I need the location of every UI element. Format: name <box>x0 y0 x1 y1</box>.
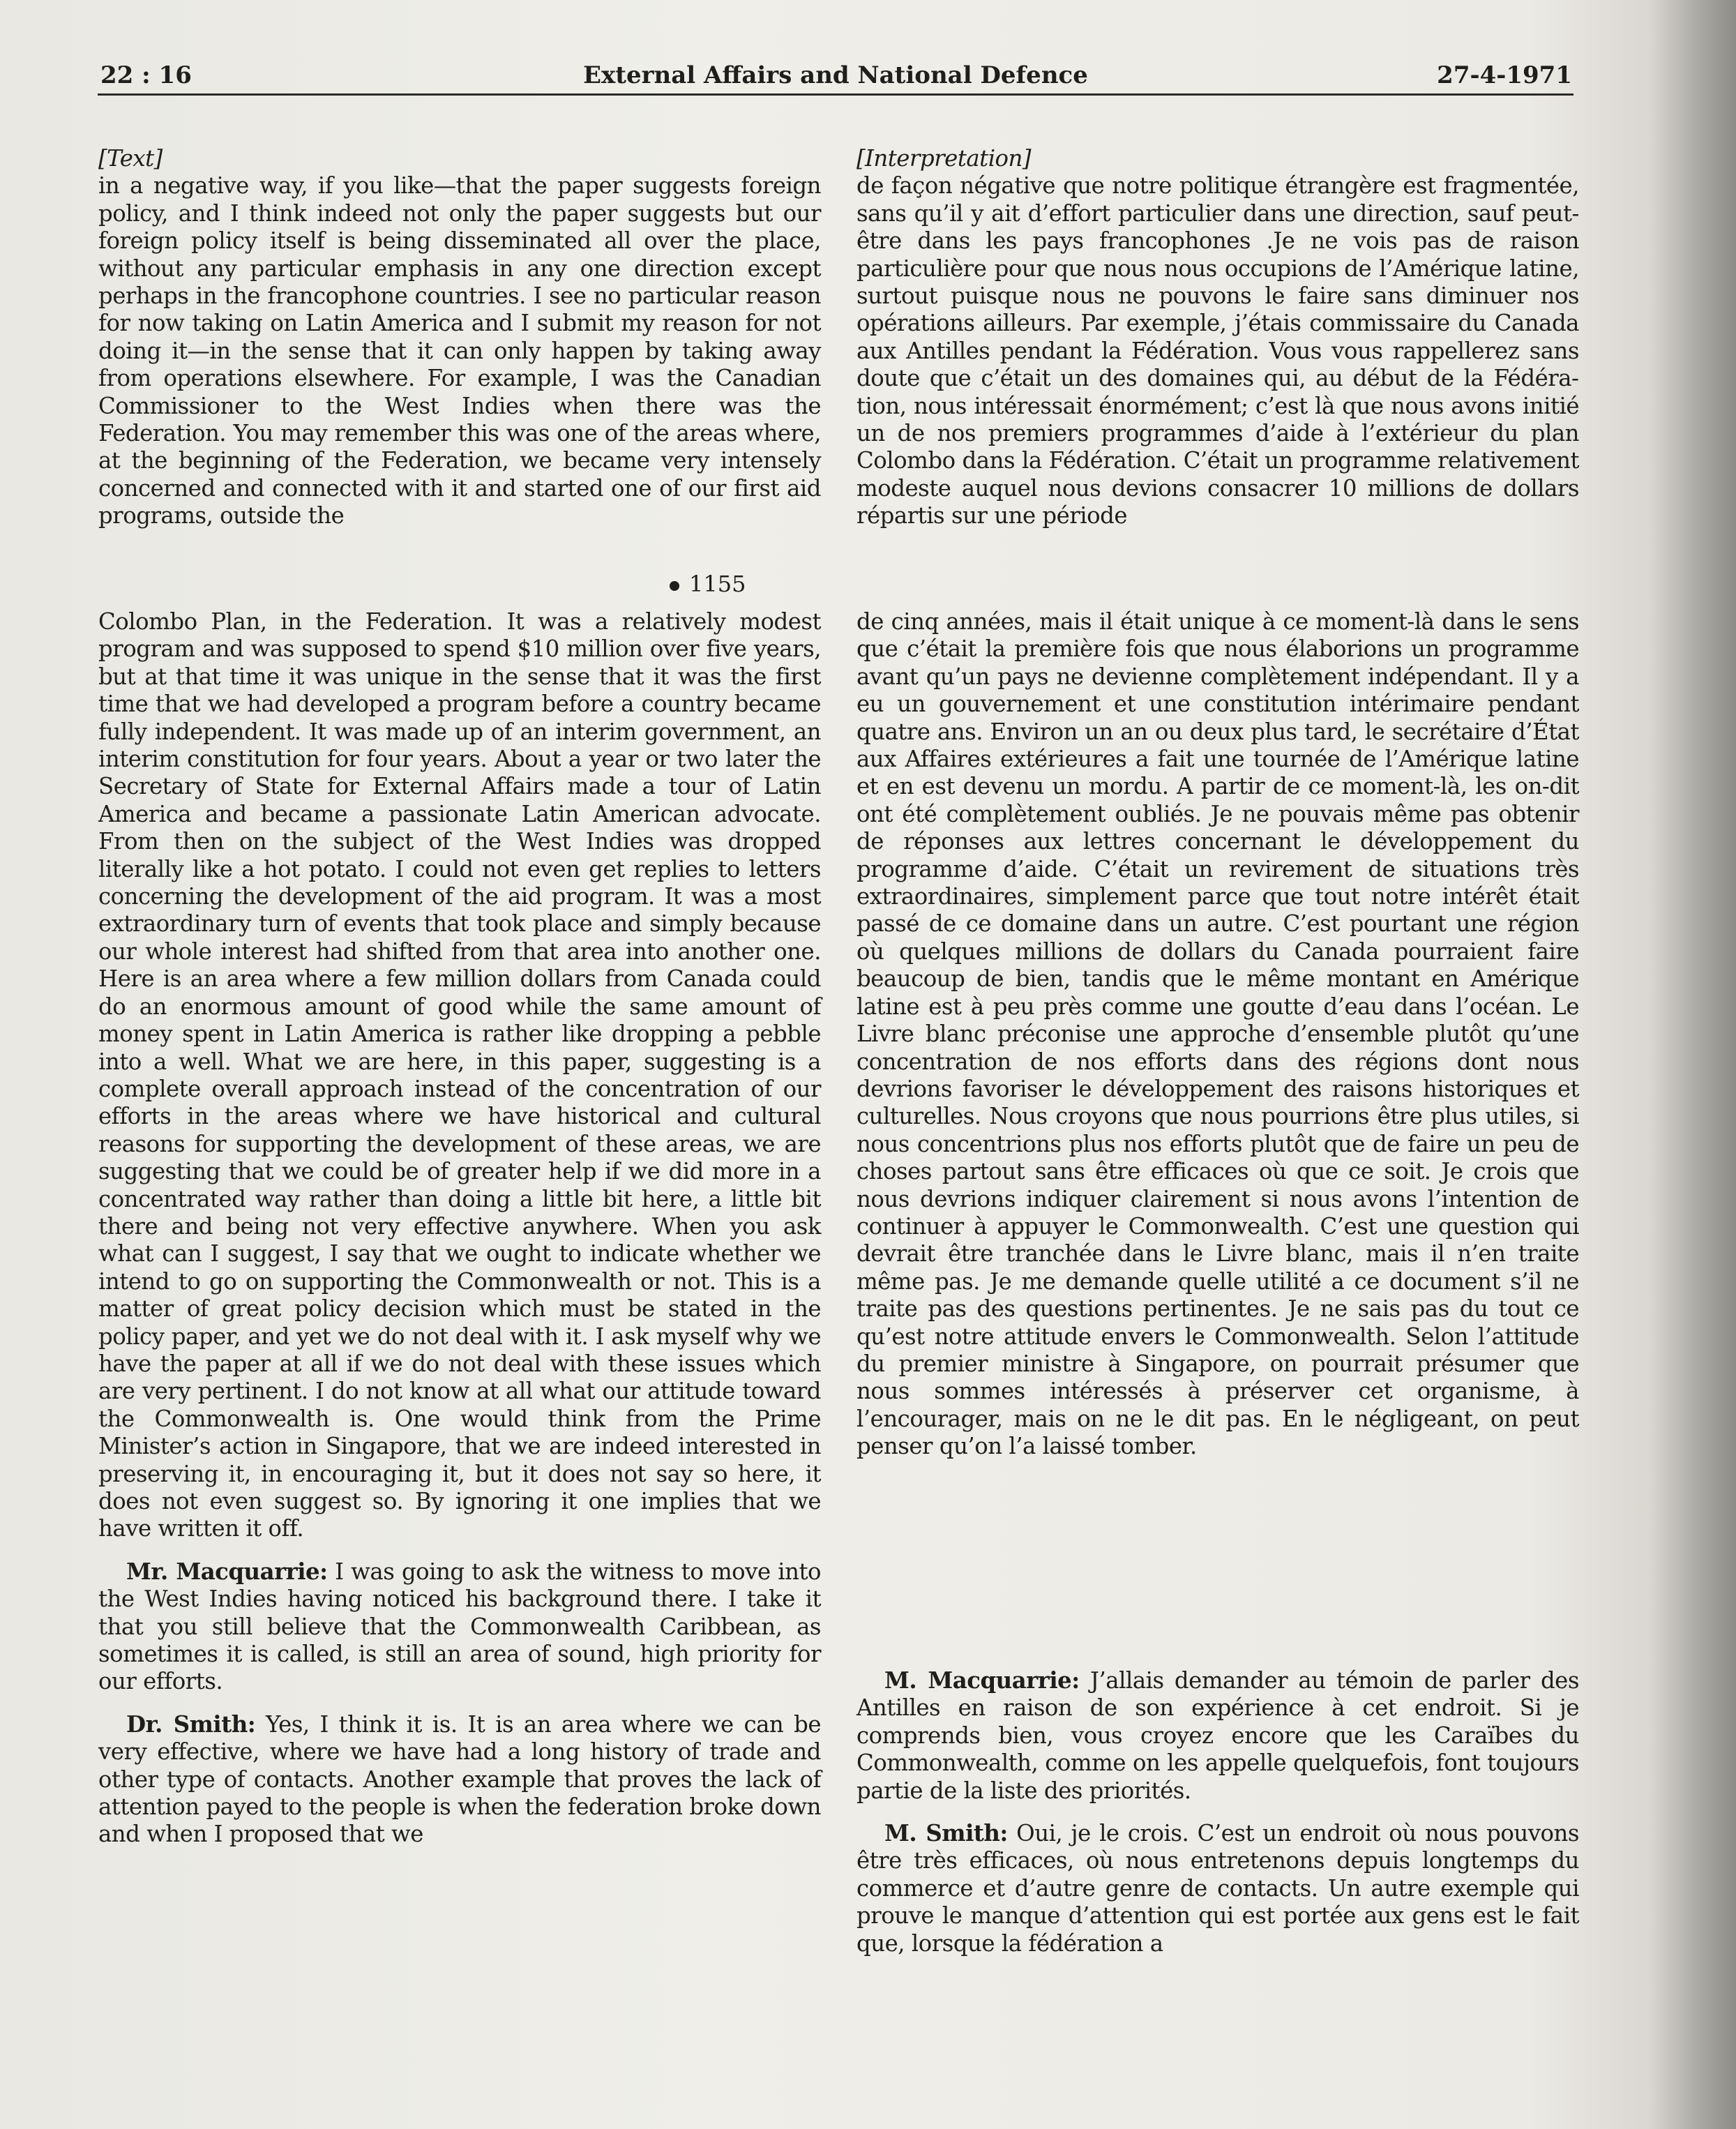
bullet-icon <box>670 581 679 591</box>
header-date: 27-4-1971 <box>1437 61 1572 89</box>
left-column-bottom <box>98 608 821 1849</box>
section-label-text: [Text] <box>98 145 163 172</box>
section-label-interpretation: [Interpretation] <box>856 145 1032 172</box>
speaker-name: M. Smith: <box>884 1820 1008 1847</box>
left-paragraph-2: Colombo Plan, in the Federation. It was a relatively modest program and was supposed to spend $10 million over five years, but at that time it was unique in the sense that it was the first time that we had developed a program before a country became fully independent. It was made up of an interim government, an interim constitution for four years. About a year or two later the Secretary of State for External Affairs made a tour of Latin America and became a passionate Latin American advocate. From then on the subject of the West Indies was dropped literally like a hot potato. I could not even get replies to letters concerning the development of the aid program. It was a most extraordinary turn of events that took place and simply because our whole interest had shifted from that area into another one. Here is an area where a few million dollars from Canada could do an enormous amount of good while the same amount of money spent in Latin America is rather like dropping a pebble into a well. What we are here, in this paper, suggesting is a complete overall approach instead of the concentration of our efforts in the areas where we have historical and cultural reasons for supporting the development of these areas, we are suggesting that we could be of greater help if we did more in a concentrated way rather than doing a little bit here, a little bit there and being not very effective anywhere. When you ask what can I suggest, I say that we ought to indicate whether we intend to go on supporting the Commonwealth or not. This is a matter of great policy decision which must be stated in the policy paper, and yet we do not deal with it. I ask myself why we have the paper at all if we do not deal with these issues which are very pertinent. I do not know at all what our attitude toward the Commonwealth is. One would think from the Prime Minister’s action in Singapore, that we are indeed interested in preserving it, in encouraging it, but it does not say so here, it does not even suggest so. By ignoring it one implies that we have written it off. <box>98 608 821 1542</box>
right-column-top <box>856 145 1579 530</box>
time-marker-value: 1155 <box>689 571 746 597</box>
page-header <box>98 59 1573 96</box>
time-marker <box>670 571 746 597</box>
spacer <box>98 1543 821 1558</box>
left-paragraph-3 <box>98 1558 821 1696</box>
left-paragraph-1: in a negative way, if you like—that the paper suggests foreign policy, and I think indeed not only the paper suggests but our foreign policy itself is being disseminated all over the place, without any particular emphasis in any one direction except perhaps in the francophone countries. I see no particular reason for now taking on Latin America and I submit my reason for not doing it—in the sense that it can only happen by taking away from operations elsewhere. For example, I was the Canadian Commissioner to the West Indies when there was the Federation. You may remember this was one of the areas where, at the beginning of the Federation, we became very intensely concerned and connected with it and started one of our first aid programs, outside the <box>98 172 821 529</box>
page-number: 22 : 16 <box>100 61 192 89</box>
right-paragraph-1: de façon négative que notre politique étrangère est fragmentée, sans qu’il y ait d’effort particulier dans une direction, sauf peut-être dans les pays francophones .Je ne vois pas de raison particulière pour que nous nous occupions de l’Amérique latine, surtout puisque nous ne pouvons le faire sans diminuer nos opérations ailleurs. Par exemple, j’étais commissaire du Canada aux Antilles pendant la Fédération. Vous vous rappellerez sans doute que c’était un des domaines qui, au début de la Fédération, nous intéressait énormément; c’est là que nous avons initié un de nos premiers programmes d’aide à l’extérieur du plan Colombo dans la Fédération. C’était un programme relativement modeste auquel nous devions consacrer 10 millions de dollars répartis sur une période <box>856 172 1579 529</box>
right-paragraph-4 <box>856 1820 1579 1957</box>
right-paragraph-2: de cinq années, mais il était unique à ce moment-là dans le sens que c’était la première fois que nous élaborions un programme avant qu’un pays ne devienne complètement indépendant. Il y a eu un gouvernement et une constitution intérimaire pendant quatre ans. Environ un an ou deux plus tard, le secrétaire d’État aux Affaires extérieures a fait une tournée de l’Amérique latine et en est devenu un mordu. A partir de ce moment-là, les on-dit ont été complètement oubliés. Je ne pouvais même pas obtenir de réponses aux lettres concernant le développement du programme d’aide. C’était un revirement de situations très extraordinaires, simplement parce que tout notre intérêt était passé de ce domaine dans un autre. C’est pourtant une région où quelques millions de dollars du Canada pourraient faire beaucoup de bien, tandis que le même montant en Amérique latine est à peu près comme une goutte d’eau dans l’océan. Le Livre blanc préconise une approche d’ensemble plutôt qu’une concentration de nos efforts dans des régions dont nous devrions favoriser le développement des raisons historiques et culturelles. Nous croyons que nous pourrions être plus utiles, si nous concentrions plus nos efforts plutôt que de faire un peu de choses partout sans être efficaces où que ce soit. Je crois que nous devrions indiquer clairement si nous avons l’intention de continuer à appuyer le Commonwealth. C’est une question qui devrait être tranchée dans le Livre blanc, mais il n’en traite même pas. Je me demande quelle utilité a ce document s’il ne traite pas des questions pertinentes. Je ne sais pas du tout ce qu’est notre attitude envers le Commonwealth. Selon l’attitude du premier ministre à Singapore, on pourrait présumer que nous sommes intéressés à préserver cet organisme, à l’encourager, mais on ne le dit pas. En le négligeant, on peut penser qu’on l’a laissé tomber. <box>856 608 1579 1460</box>
speech-text: Yes, I think it is. It is an area where we can be very effective, where we have had a long history of trade and other type of contacts. Another example that proves the lack of attention payed to the people is when the federation broke down and when I proposed that we <box>98 1710 821 1848</box>
spacer <box>856 1805 1579 1820</box>
speech-text: Oui, je le crois. C’est un endroit où nous pouvons être très efficaces, où nous entretenons depuis longtemps du commerce et d’autre genre de contacts. Un autre exemple qui prouve le manque d’attention qui est portée aux gens est le fait que, lorsque la fédération a <box>856 1820 1579 1957</box>
speaker-name: M. Macquarrie: <box>884 1667 1080 1694</box>
left-paragraph-4 <box>98 1711 821 1849</box>
right-paragraph-3 <box>856 1667 1579 1805</box>
speech-text: J’allais demander au témoin de parler des Antilles en raison de son expérience à cet endroit. Si je comprends bien, vous croyez encore que les Caraïbes du Commonwealth, comme on les appelle quelquefois, font toujours partie de la liste des priorités. <box>856 1667 1579 1804</box>
running-title: External Affairs and National Defence <box>583 61 1088 89</box>
speaker-name: Mr. Macquarrie: <box>126 1558 328 1585</box>
speech-text: I was going to ask the witness to move into the West Indies having noticed his background there. I take it that you still believe that the Commonwealth Caribbean, as sometimes it is called, is still an area of sound, high priority for our efforts. <box>98 1558 821 1695</box>
right-column-bottom <box>856 608 1579 1461</box>
spacer <box>98 1696 821 1711</box>
right-column-dialogue <box>856 1667 1579 1957</box>
left-column-top <box>98 145 821 530</box>
speaker-name: Dr. Smith: <box>126 1710 256 1738</box>
